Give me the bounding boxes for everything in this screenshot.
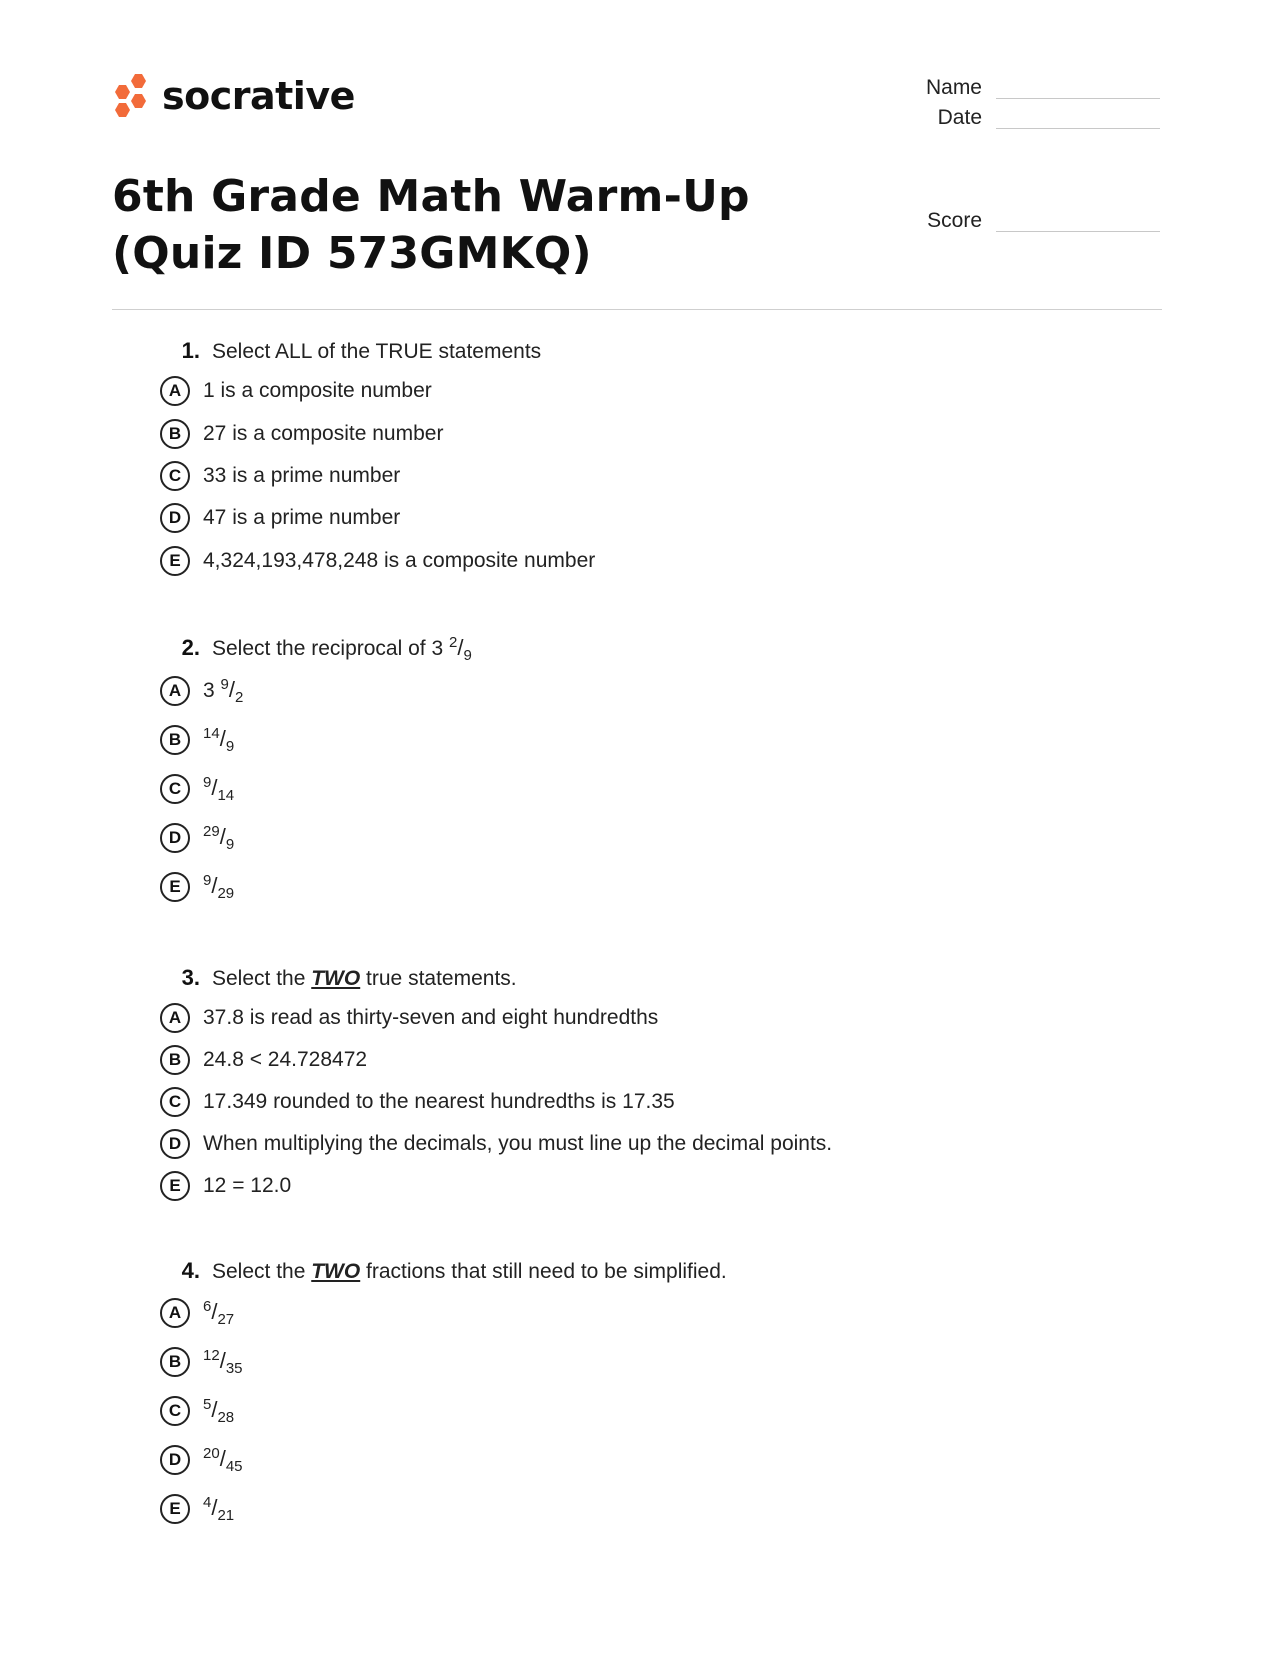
- option-letter[interactable]: C: [160, 774, 190, 804]
- fraction: $^2/_9$: [448, 634, 472, 664]
- option-b[interactable]: [160, 1347, 243, 1377]
- option-letter[interactable]: C: [160, 1087, 190, 1117]
- question-text-emphasis: TWO: [311, 1260, 361, 1283]
- option-text: $^5/_{28}$: [203, 1396, 235, 1426]
- option-a[interactable]: [160, 1298, 234, 1328]
- denominator: 29: [217, 885, 235, 902]
- denominator: 28: [217, 1409, 235, 1426]
- numerator: 14: [203, 725, 220, 742]
- question-text: Select ALL of the TRUE statements: [212, 340, 542, 363]
- denominator: 45: [225, 1458, 243, 1475]
- option-d[interactable]: [160, 823, 234, 853]
- numerator: 12: [203, 1347, 220, 1364]
- option-text: 33 is a prime number: [203, 464, 401, 487]
- option-text: $^4/_{21}$: [203, 1494, 235, 1524]
- option-text: $^9/_{29}$: [203, 872, 235, 902]
- denominator: 14: [217, 787, 235, 804]
- date-label: Date: [937, 106, 982, 129]
- name-field[interactable]: [880, 76, 1160, 106]
- question-text-emphasis: TWO: [311, 967, 361, 990]
- name-line[interactable]: [996, 98, 1160, 99]
- question-text-after: true statements.: [360, 967, 517, 990]
- denominator: 2: [234, 689, 244, 706]
- option-text: $^6/_{27}$: [203, 1298, 235, 1328]
- option-text: 37.8 is read as thirty-seven and eight hundredths: [203, 1006, 659, 1029]
- option-letter[interactable]: B: [160, 1045, 190, 1075]
- option-letter[interactable]: E: [160, 872, 190, 902]
- question-header: [160, 965, 1160, 1001]
- option-letter[interactable]: C: [160, 461, 190, 491]
- question-text: [212, 967, 517, 991]
- option-c[interactable]: [160, 461, 400, 491]
- option-letter[interactable]: E: [160, 1494, 190, 1524]
- score-field[interactable]: [880, 209, 1160, 239]
- option-e[interactable]: [160, 1171, 291, 1201]
- option-text: 3 $^9/_2$: [203, 676, 244, 706]
- option-text: $^{20}/_{45}$: [203, 1445, 243, 1475]
- question-number: 2.: [181, 635, 200, 660]
- option-letter[interactable]: A: [160, 376, 190, 406]
- option-c[interactable]: [160, 774, 234, 804]
- option-a[interactable]: [160, 1003, 658, 1033]
- numerator: 5: [203, 1396, 212, 1413]
- option-b[interactable]: [160, 419, 443, 449]
- question-header: [160, 634, 1160, 670]
- denominator: 9: [225, 738, 235, 755]
- option-text: $^{29}/_9$: [203, 823, 235, 853]
- whole-number: 3: [203, 679, 221, 702]
- numerator: 2: [448, 634, 458, 651]
- denominator: 9: [463, 647, 472, 664]
- option-a[interactable]: [160, 676, 243, 706]
- question-text-prefix: Select the reciprocal of 3: [212, 637, 449, 660]
- option-letter[interactable]: B: [160, 1347, 190, 1377]
- option-letter[interactable]: A: [160, 1298, 190, 1328]
- option-e[interactable]: [160, 1494, 234, 1524]
- option-d[interactable]: [160, 503, 400, 533]
- option-d[interactable]: [160, 1129, 832, 1159]
- header-divider: [112, 309, 1162, 310]
- option-d[interactable]: [160, 1445, 243, 1475]
- option-letter[interactable]: B: [160, 419, 190, 449]
- question-number: 1.: [181, 338, 200, 363]
- question-text-after: fractions that still need to be simplified.: [360, 1260, 727, 1283]
- option-letter[interactable]: A: [160, 676, 190, 706]
- numerator: 29: [203, 823, 220, 840]
- numerator: 4: [203, 1494, 212, 1511]
- numerator: 9: [220, 676, 229, 693]
- question-text-before: Select the: [212, 967, 312, 990]
- option-letter[interactable]: C: [160, 1396, 190, 1426]
- question-1: [160, 338, 1160, 572]
- question-number: 3.: [181, 965, 200, 990]
- name-label: Name: [925, 76, 982, 99]
- option-e[interactable]: [160, 872, 234, 902]
- numerator: 9: [203, 872, 212, 889]
- option-text: 1 is a composite number: [203, 379, 432, 402]
- denominator: 9: [225, 836, 235, 853]
- option-text: 24.8 < 24.728472: [203, 1048, 368, 1071]
- question-3: [160, 965, 1160, 1197]
- option-b[interactable]: [160, 725, 234, 755]
- question-text: [212, 1260, 727, 1284]
- option-c[interactable]: [160, 1396, 234, 1426]
- page-title: 6th Grade Math Warm-Up (Quiz ID 573GMKQ): [112, 171, 750, 279]
- option-text: 12 = 12.0: [203, 1174, 292, 1197]
- option-letter[interactable]: A: [160, 1003, 190, 1033]
- socrative-logo: [112, 72, 355, 120]
- date-line[interactable]: [996, 128, 1160, 129]
- date-field[interactable]: [880, 106, 1160, 136]
- option-letter[interactable]: B: [160, 725, 190, 755]
- numerator: 20: [203, 1445, 220, 1462]
- option-text: 47 is a prime number: [203, 506, 401, 529]
- option-letter[interactable]: D: [160, 823, 190, 853]
- option-text: 17.349 rounded to the nearest hundredths is 17.35: [203, 1090, 675, 1113]
- socrative-hexagon-icon: [112, 72, 152, 120]
- score-label: Score: [927, 209, 982, 232]
- option-text: $^9/_{14}$: [203, 774, 235, 804]
- question-header: [160, 1258, 1160, 1294]
- option-letter[interactable]: D: [160, 1129, 190, 1159]
- question-number: 4.: [181, 1258, 200, 1283]
- option-text: $^{12}/_{35}$: [203, 1347, 243, 1377]
- brand-name: socrative: [162, 74, 355, 118]
- question-text-before: Select the: [212, 1260, 312, 1283]
- question-2: [160, 634, 1160, 902]
- question-4: [160, 1258, 1160, 1524]
- option-e[interactable]: [160, 546, 595, 576]
- denominator: 35: [225, 1360, 243, 1377]
- denominator: 27: [217, 1311, 235, 1328]
- numerator: 9: [203, 774, 212, 791]
- option-text: $^{14}/_9$: [203, 725, 235, 755]
- option-letter[interactable]: D: [160, 1445, 190, 1475]
- question-text: [212, 634, 472, 664]
- score-line[interactable]: [996, 231, 1160, 232]
- option-text: When multiplying the decimals, you must line up the decimal points.: [203, 1132, 833, 1155]
- option-letter[interactable]: E: [160, 546, 190, 576]
- option-letter[interactable]: E: [160, 1171, 190, 1201]
- option-b[interactable]: [160, 1045, 367, 1075]
- option-a[interactable]: [160, 376, 432, 406]
- student-fields: [880, 76, 1160, 136]
- numerator: 6: [203, 1298, 212, 1315]
- option-c[interactable]: [160, 1087, 675, 1117]
- question-header: [160, 338, 1160, 374]
- denominator: 21: [217, 1507, 235, 1524]
- option-letter[interactable]: D: [160, 503, 190, 533]
- option-text: 4,324,193,478,248 is a composite number: [203, 549, 596, 572]
- option-text: 27 is a composite number: [203, 422, 444, 445]
